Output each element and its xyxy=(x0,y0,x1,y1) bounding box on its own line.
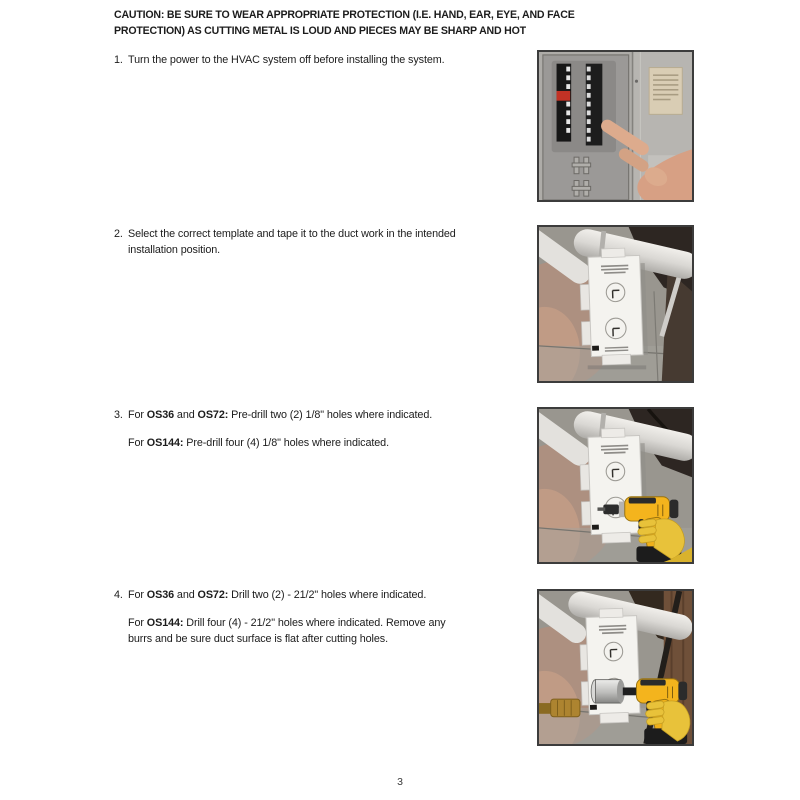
step-1-photo xyxy=(537,50,694,202)
template-on-duct-illustration xyxy=(539,227,692,381)
step-4-photo xyxy=(537,589,694,746)
caution-text xyxy=(114,7,604,39)
model-name: OS72: xyxy=(197,589,229,601)
model-name: OS36 xyxy=(146,409,175,421)
text-segment: Turn the power to the HVAC system off before installing the system. xyxy=(128,54,445,66)
step-body xyxy=(128,226,456,258)
text-segment: Pre-drill four (4) 1/8" holes where indicated. xyxy=(183,437,389,449)
breaker-panel-illustration xyxy=(539,52,692,200)
step-body xyxy=(128,52,445,68)
caution-line: CAUTION: BE SURE TO WEAR APPROPRIATE PROTECTION (I.E. HAND, EAR, EYE, AND FACE xyxy=(114,9,575,21)
step-text-line xyxy=(128,615,446,631)
step-text-line xyxy=(128,631,446,647)
pre-drill-illustration xyxy=(539,409,692,562)
text-segment: installation position. xyxy=(128,244,221,256)
text-segment: and xyxy=(174,589,198,601)
step-paragraph xyxy=(128,615,446,647)
step-number: 2. xyxy=(114,228,123,240)
model-name: OS72: xyxy=(197,409,229,421)
text-segment: and xyxy=(174,409,198,421)
caution-line: PROTECTION) AS CUTTING METAL IS LOUD AND PIECES MAY BE SHARP AND HOT xyxy=(114,25,526,37)
step-body xyxy=(128,407,432,451)
step-text-line xyxy=(128,587,446,603)
model-name: OS36 xyxy=(146,589,175,601)
step-paragraph xyxy=(128,435,432,451)
step-number: 1. xyxy=(114,54,123,66)
text-segment: Drill four (4) - 21/2" holes where indicated. Remove any xyxy=(183,617,446,629)
step-paragraph xyxy=(128,587,446,603)
step-item-1 xyxy=(114,52,445,68)
step-item-2 xyxy=(114,226,456,258)
text-segment: For xyxy=(128,617,147,629)
text-segment: burrs and be sure duct surface is flat after cutting holes. xyxy=(128,633,388,645)
step-number: 4. xyxy=(114,589,123,601)
hole-saw-illustration xyxy=(539,591,692,744)
model-name: OS144: xyxy=(146,437,184,449)
panel-sticker xyxy=(649,68,682,115)
red-breaker xyxy=(557,91,571,101)
step-paragraph xyxy=(128,407,432,423)
page-number: 3 xyxy=(397,776,403,788)
text-segment: Drill two (2) - 21/2" holes where indicated. xyxy=(228,589,427,601)
step-text-line xyxy=(128,407,432,423)
step-item-4 xyxy=(114,587,446,647)
step-item-3 xyxy=(114,407,432,451)
step-paragraph xyxy=(128,52,445,68)
text-segment: For xyxy=(128,437,147,449)
step-text-line xyxy=(128,242,456,258)
step-text-line xyxy=(128,435,432,451)
model-name: OS144: xyxy=(146,617,184,629)
step-2-photo xyxy=(537,225,694,383)
text-segment: For xyxy=(128,589,147,601)
step-paragraph xyxy=(128,226,456,258)
text-segment: Pre-drill two (2) 1/8" holes where indicated. xyxy=(228,409,433,421)
step-number: 3. xyxy=(114,409,123,421)
step-text-line xyxy=(128,226,456,242)
step-body xyxy=(128,587,446,647)
text-segment: Select the correct template and tape it to the duct work in the intended xyxy=(128,228,456,240)
step-3-photo xyxy=(537,407,694,564)
text-segment: For xyxy=(128,409,147,421)
step-text-line xyxy=(128,52,445,68)
